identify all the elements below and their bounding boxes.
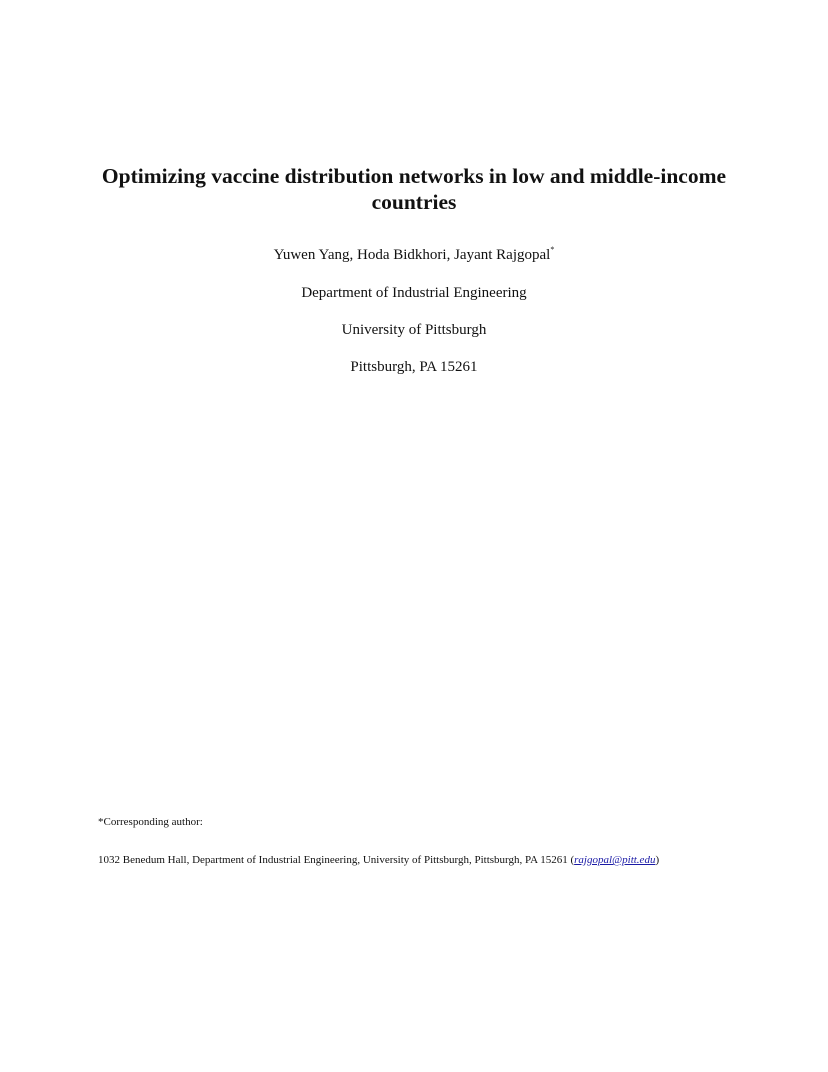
corresponding-author-label: *Corresponding author: (98, 816, 203, 828)
affiliation-university: University of Pittsburgh (341, 322, 487, 338)
affiliation-department: Department of Industrial Engineering (301, 285, 527, 301)
address-text: 1032 Benedum Hall, Department of Industrial Engineering, University of Pittsburgh, Pittsburgh, PA 15261 ( (98, 854, 575, 866)
email-link[interactable]: rajgopal@pitt.edu (574, 854, 656, 866)
author-list (0, 246, 828, 264)
author-names: Yuwen Yang, Hoda Bidkhori, Jayant Rajgopal (273, 247, 551, 263)
paper-title: Optimizing vaccine distribution networks in low and middle-income countries (101, 164, 727, 214)
affiliation-city: Pittsburgh, PA 15261 (350, 359, 478, 375)
corresponding-author-mark: * (550, 245, 555, 254)
address-close-paren: ) (655, 854, 660, 866)
corresponding-author-address (98, 853, 659, 867)
